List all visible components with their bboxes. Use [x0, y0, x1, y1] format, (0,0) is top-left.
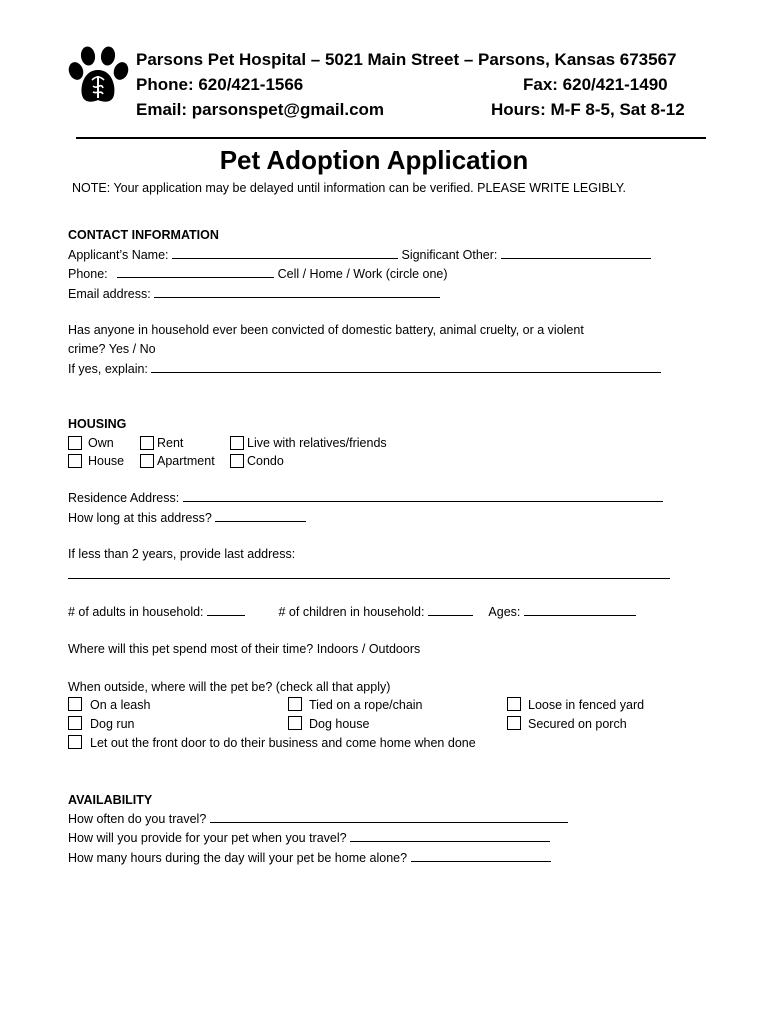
travel-row — [68, 810, 568, 827]
explain-label: If yes, explain: — [68, 362, 148, 376]
on-leash-label: On a leash — [90, 698, 151, 712]
household-row — [68, 603, 636, 620]
tied-rope-label: Tied on a rope/chain — [309, 698, 423, 712]
page-title: Pet Adoption Application — [219, 145, 529, 175]
children-field[interactable] — [428, 603, 473, 616]
loose-fenced-yard-label: Loose in fenced yard — [528, 698, 645, 712]
tied-rope-checkbox[interactable] — [288, 697, 302, 711]
email-field[interactable] — [154, 285, 440, 298]
header-divider — [76, 137, 706, 139]
housing-heading: HOUSING — [68, 417, 127, 431]
ages-field[interactable] — [524, 603, 636, 616]
significant-other-field[interactable] — [501, 246, 651, 259]
live-with-relatives-label: Live with relatives/friends — [247, 436, 387, 450]
loose-fenced-yard-checkbox[interactable] — [507, 697, 521, 711]
let-out-front-door-checkbox[interactable] — [68, 735, 82, 749]
on-leash-checkbox[interactable] — [68, 697, 82, 711]
provide-row — [68, 829, 550, 846]
provide-label: How will you provide for your pet when you travel? — [68, 831, 347, 845]
phone-label: Phone: — [68, 267, 108, 281]
dog-run-checkbox[interactable] — [68, 716, 82, 730]
hours-alone-row — [68, 849, 551, 866]
house-label: House — [88, 454, 125, 468]
conviction-question-line2: crime? Yes / No — [68, 342, 156, 356]
applicant-row — [68, 246, 651, 263]
dog-house-checkbox[interactable] — [288, 716, 302, 730]
contact-heading: CONTACT INFORMATION — [68, 228, 219, 242]
explain-row — [68, 360, 661, 377]
adults-label: # of adults in household: — [68, 605, 204, 619]
adults-field[interactable] — [207, 603, 245, 616]
phone-field[interactable] — [117, 265, 274, 278]
house-checkbox[interactable] — [68, 454, 82, 468]
availability-heading: AVAILABILITY — [68, 793, 153, 807]
let-out-front-door-label: Let out the front door to do their business and come home when done — [90, 736, 476, 750]
how-long-label: How long at this address? — [68, 511, 212, 525]
apartment-checkbox[interactable] — [140, 454, 154, 468]
children-label: # of children in household: — [278, 605, 425, 619]
email-row — [68, 285, 440, 302]
travel-label: How often do you travel? — [68, 812, 207, 826]
dog-run-label: Dog run — [90, 717, 135, 731]
secured-porch-checkbox[interactable] — [507, 716, 521, 730]
hospital-hours: Hours: M-F 8-5, Sat 8-12 — [491, 100, 685, 119]
hours-alone-label: How many hours during the day will your pet be home alone? — [68, 851, 408, 865]
apartment-label: Apartment — [157, 454, 215, 468]
own-label: Own — [88, 436, 114, 450]
condo-label: Condo — [247, 454, 284, 468]
hours-alone-field[interactable] — [411, 849, 551, 862]
how-long-field[interactable] — [215, 509, 306, 522]
residence-address-field[interactable] — [183, 489, 663, 502]
rent-checkbox[interactable] — [140, 436, 154, 450]
note-line — [72, 180, 626, 196]
hospital-phone: Phone: 620/421-1566 — [136, 75, 304, 94]
significant-other-label: Significant Other: — [401, 248, 498, 262]
how-long-row — [68, 509, 306, 526]
travel-field[interactable] — [210, 810, 568, 823]
hospital-email: Email: parsonspet@gmail.com — [136, 100, 385, 119]
phone-type-text: Cell / Home / Work (circle one) — [277, 267, 448, 281]
secured-porch-label: Secured on porch — [528, 717, 627, 731]
applicant-label: Applicant’s Name: — [68, 248, 169, 262]
hospital-fax: Fax: 620/421-1490 — [523, 75, 668, 94]
less-than-2-years-label: If less than 2 years, provide last address: — [68, 547, 296, 561]
own-checkbox[interactable] — [68, 436, 82, 450]
dog-house-label: Dog house — [309, 717, 370, 731]
explain-field[interactable] — [151, 360, 661, 373]
phone-row — [68, 265, 448, 282]
condo-checkbox[interactable] — [230, 454, 244, 468]
hospital-address: Parsons Pet Hospital – 5021 Main Street – Parsons, Kansas 673567 — [136, 50, 677, 69]
last-address-field[interactable] — [68, 578, 670, 579]
note-text: : Your application may be delayed until information can be verified. PLEASE WRITE LEGIBLY. — [106, 181, 627, 195]
provide-field[interactable] — [350, 829, 550, 842]
residence-row — [68, 489, 663, 506]
rent-label: Rent — [157, 436, 184, 450]
applicant-name-field[interactable] — [172, 246, 398, 259]
live-with-relatives-checkbox[interactable] — [230, 436, 244, 450]
note-label: NOTE — [72, 181, 107, 195]
email-label: Email address: — [68, 287, 151, 301]
ages-label: Ages: — [488, 605, 521, 619]
paw-caduceus-icon — [66, 46, 132, 106]
conviction-question-line1: Has anyone in household ever been convicted of domestic battery, animal cruelty, or a violent — [68, 323, 584, 337]
where-spend-question: Where will this pet spend most of their time? Indoors / Outdoors — [68, 642, 421, 656]
residence-label: Residence Address: — [68, 491, 180, 505]
outside-question: When outside, where will the pet be? (check all that apply) — [68, 680, 391, 694]
